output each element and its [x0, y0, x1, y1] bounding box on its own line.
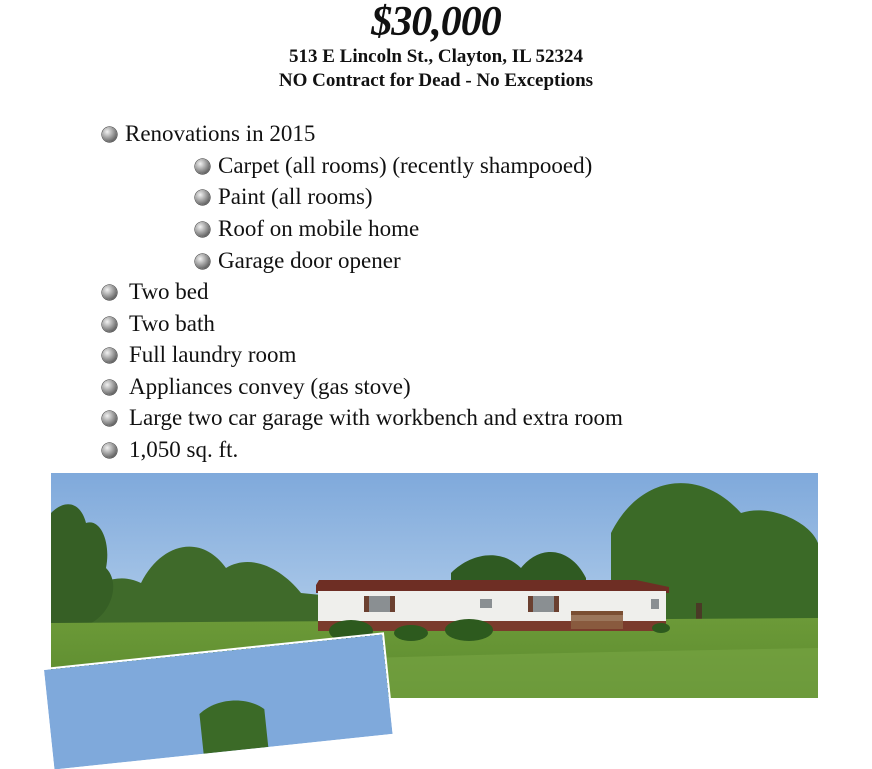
bullet-icon — [102, 127, 117, 142]
listing-price: $30,000 — [371, 0, 501, 45]
sub-list-item — [195, 151, 592, 181]
sub-list-item — [195, 246, 401, 276]
bullet-icon — [195, 190, 210, 205]
list-item — [102, 309, 215, 339]
list-item-renovations — [102, 119, 315, 149]
listing-address: 513 E Lincoln St., Clayton, IL 52324 — [288, 46, 584, 67]
bullet-icon — [102, 380, 117, 395]
bullet-icon — [195, 159, 210, 174]
list-item-label: Appliances convey (gas stove) — [129, 374, 411, 399]
list-item-label: 1,050 sq. ft. — [129, 437, 239, 462]
list-item-label: Two bath — [129, 311, 215, 336]
list-item-label: Two bed — [129, 279, 209, 304]
bullet-icon — [102, 285, 117, 300]
list-item — [102, 403, 623, 433]
bullet-icon — [102, 348, 117, 363]
bullet-icon — [195, 254, 210, 269]
sub-list-item — [195, 182, 373, 212]
list-item-label: Large two car garage with workbench and extra room — [129, 405, 623, 430]
list-item — [102, 435, 238, 465]
list-item — [102, 277, 209, 307]
contract-note: NO Contract for Dead - No Exceptions — [278, 70, 594, 91]
list-item — [102, 372, 411, 402]
bullet-icon — [102, 317, 117, 332]
sub-list-item-label: Paint (all rooms) — [218, 184, 373, 209]
list-item — [102, 340, 296, 370]
sub-list-item — [195, 214, 419, 244]
list-item-label: Full laundry room — [129, 342, 297, 367]
sub-list-item-label: Roof on mobile home — [218, 216, 420, 241]
sub-list-item-label: Garage door opener — [218, 248, 401, 273]
sub-list-item-label: Carpet (all rooms) (recently shampooed) — [218, 153, 593, 178]
bullet-icon — [102, 443, 117, 458]
bullet-icon — [102, 411, 117, 426]
bullet-icon — [195, 222, 210, 237]
list-item-label: Renovations in 2015 — [125, 121, 316, 146]
